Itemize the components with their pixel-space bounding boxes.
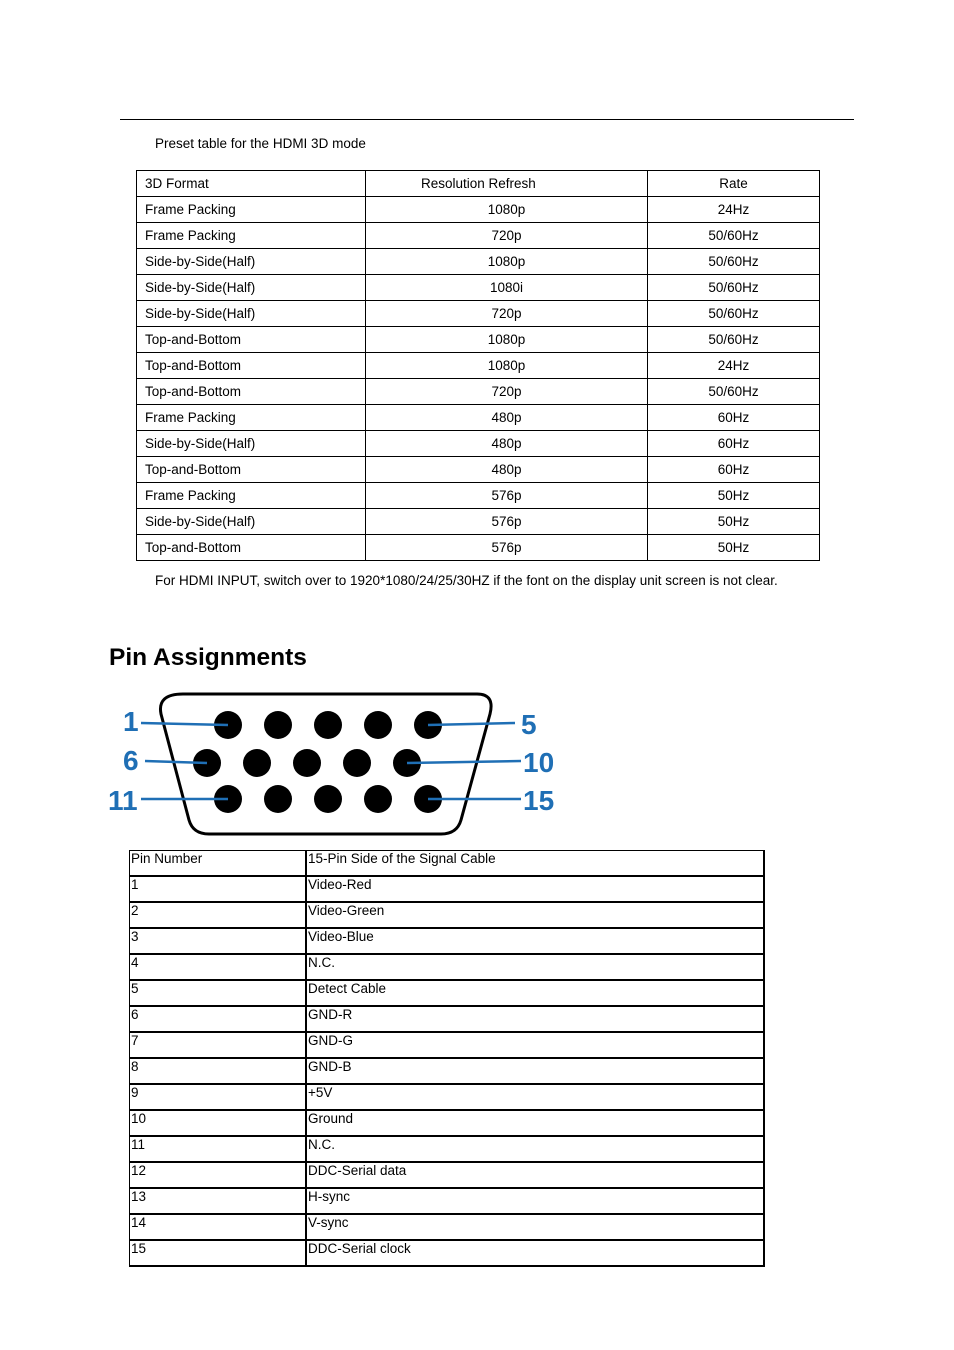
label-pin-10: 10 <box>523 747 555 778</box>
pin-row <box>130 902 765 928</box>
preset-row <box>137 535 820 561</box>
preset-cell: Side-by-Side(Half) <box>137 509 366 535</box>
preset-cell: 576p <box>366 509 648 535</box>
pin-signal-cell: +5V <box>306 1084 764 1110</box>
preset-cell: 24Hz <box>648 197 820 223</box>
preset-row <box>137 223 820 249</box>
preset-header-cell: Resolution Refresh <box>366 171 648 197</box>
preset-cell: 50/60Hz <box>648 275 820 301</box>
pin-number-cell: 13 <box>130 1188 307 1214</box>
preset-cell: 1080i <box>366 275 648 301</box>
preset-cell: 50Hz <box>648 535 820 561</box>
pin-number-cell: 8 <box>130 1058 307 1084</box>
pin-14 <box>364 785 392 813</box>
preset-cell: 1080p <box>366 249 648 275</box>
preset-cell: Frame Packing <box>137 483 366 509</box>
preset-cell: 480p <box>366 405 648 431</box>
label-pin-15: 15 <box>523 785 555 816</box>
pin-row <box>130 876 765 902</box>
preset-cell: 50/60Hz <box>648 379 820 405</box>
preset-cell: Top-and-Bottom <box>137 379 366 405</box>
preset-cell: Side-by-Side(Half) <box>137 301 366 327</box>
pin-4 <box>364 711 392 739</box>
pin-row <box>130 1058 765 1084</box>
pin-9 <box>343 749 371 777</box>
pin-signal-cell: Ground <box>306 1110 764 1136</box>
preset-row <box>137 327 820 353</box>
pin-13 <box>314 785 342 813</box>
preset-cell: 480p <box>366 457 648 483</box>
preset-cell: Side-by-Side(Half) <box>137 275 366 301</box>
preset-cell: 60Hz <box>648 431 820 457</box>
pin-number-cell: 1 <box>130 876 307 902</box>
pin-row <box>130 980 765 1006</box>
header-rule <box>120 119 854 120</box>
pin-signal-cell: GND-R <box>306 1006 764 1032</box>
preset-cell: Top-and-Bottom <box>137 353 366 379</box>
pin-number-cell: 4 <box>130 954 307 980</box>
pin-row <box>130 1136 765 1162</box>
pin-signal-cell: Video-Red <box>306 876 764 902</box>
preset-header-cell: Rate <box>648 171 820 197</box>
preset-cell: 1080p <box>366 197 648 223</box>
preset-cell: Side-by-Side(Half) <box>137 431 366 457</box>
preset-cell: Top-and-Bottom <box>137 327 366 353</box>
preset-cell: 720p <box>366 223 648 249</box>
pin-number-cell: 2 <box>130 902 307 928</box>
preset-cell: 720p <box>366 301 648 327</box>
pin-number-cell: 3 <box>130 928 307 954</box>
pin-number-cell: 11 <box>130 1136 307 1162</box>
preset-row <box>137 301 820 327</box>
preset-cell: 50/60Hz <box>648 249 820 275</box>
pin-row <box>130 1006 765 1032</box>
preset-row <box>137 431 820 457</box>
preset-row <box>137 509 820 535</box>
pin-number-cell: 9 <box>130 1084 307 1110</box>
pin-signal-cell: V-sync <box>306 1214 764 1240</box>
preset-cell: 50/60Hz <box>648 223 820 249</box>
pin-number-cell: 14 <box>130 1214 307 1240</box>
section-title: Pin Assignments <box>109 644 307 671</box>
preset-cell: Frame Packing <box>137 405 366 431</box>
hdmi-3d-preset-table <box>136 170 820 561</box>
hdmi-input-note: For HDMI INPUT, switch over to 1920*1080/24/25/30HZ if the font on the display unit screen is not clear. <box>155 573 778 588</box>
pin-signal-cell: N.C. <box>306 1136 764 1162</box>
preset-row <box>137 249 820 275</box>
pin-signal-cell: GND-B <box>306 1058 764 1084</box>
pin-row <box>130 1188 765 1214</box>
preset-cell: 576p <box>366 483 648 509</box>
pin-header-cell: 15-Pin Side of the Signal Cable <box>306 851 764 877</box>
preset-header-cell: 3D Format <box>137 171 366 197</box>
pin-row <box>130 1240 765 1266</box>
preset-cell: 1080p <box>366 327 648 353</box>
pin-signal-cell: Detect Cable <box>306 980 764 1006</box>
preset-row <box>137 457 820 483</box>
pin-signal-cell: Video-Blue <box>306 928 764 954</box>
pin-row <box>130 1032 765 1058</box>
preset-header-row <box>137 171 820 197</box>
label-pin-5: 5 <box>521 709 537 740</box>
preset-cell: 720p <box>366 379 648 405</box>
preset-row <box>137 483 820 509</box>
pin-number-cell: 7 <box>130 1032 307 1058</box>
preset-cell: 50Hz <box>648 483 820 509</box>
preset-cell: 50Hz <box>648 509 820 535</box>
pin-row <box>130 1084 765 1110</box>
pin-8 <box>293 749 321 777</box>
pin-signal-cell: DDC-Serial data <box>306 1162 764 1188</box>
pin-number-cell: 10 <box>130 1110 307 1136</box>
preset-cell: 576p <box>366 535 648 561</box>
preset-cell: 50/60Hz <box>648 327 820 353</box>
preset-row <box>137 275 820 301</box>
pin-signal-cell: N.C. <box>306 954 764 980</box>
preset-cell: 60Hz <box>648 405 820 431</box>
pin-12 <box>264 785 292 813</box>
label-pin-6: 6 <box>123 745 139 776</box>
pin-signal-cell: Video-Green <box>306 902 764 928</box>
preset-row <box>137 379 820 405</box>
pin-row <box>130 1214 765 1240</box>
pin-signal-cell: GND-G <box>306 1032 764 1058</box>
preset-cell: 50/60Hz <box>648 301 820 327</box>
pin-header-row <box>130 851 765 877</box>
pin-number-cell: 5 <box>130 980 307 1006</box>
pin-3 <box>314 711 342 739</box>
preset-cell: 1080p <box>366 353 648 379</box>
preset-cell: 60Hz <box>648 457 820 483</box>
preset-row <box>137 353 820 379</box>
pin-row <box>130 928 765 954</box>
preset-cell: Frame Packing <box>137 197 366 223</box>
preset-cell: Top-and-Bottom <box>137 535 366 561</box>
preset-cell: Side-by-Side(Half) <box>137 249 366 275</box>
preset-cell: Frame Packing <box>137 223 366 249</box>
pin-number-cell: 15 <box>130 1240 307 1266</box>
pin-row <box>130 1110 765 1136</box>
pin-assignment-table <box>129 850 765 1267</box>
preset-table-caption: Preset table for the HDMI 3D mode <box>155 136 366 151</box>
label-pin-1: 1 <box>123 706 139 737</box>
pin-number-cell: 12 <box>130 1162 307 1188</box>
preset-row <box>137 405 820 431</box>
label-pin-11: 11 <box>108 785 138 816</box>
preset-row <box>137 197 820 223</box>
preset-cell: Top-and-Bottom <box>137 457 366 483</box>
pin-row <box>130 954 765 980</box>
preset-cell: 480p <box>366 431 648 457</box>
pin-row <box>130 1162 765 1188</box>
pin-header-cell: Pin Number <box>130 851 307 877</box>
pin-signal-cell: DDC-Serial clock <box>306 1240 764 1266</box>
pin-2 <box>264 711 292 739</box>
pin-number-cell: 6 <box>130 1006 307 1032</box>
pin-7 <box>243 749 271 777</box>
preset-cell: 24Hz <box>648 353 820 379</box>
pin-signal-cell: H-sync <box>306 1188 764 1214</box>
vga-connector-diagram <box>105 688 565 840</box>
